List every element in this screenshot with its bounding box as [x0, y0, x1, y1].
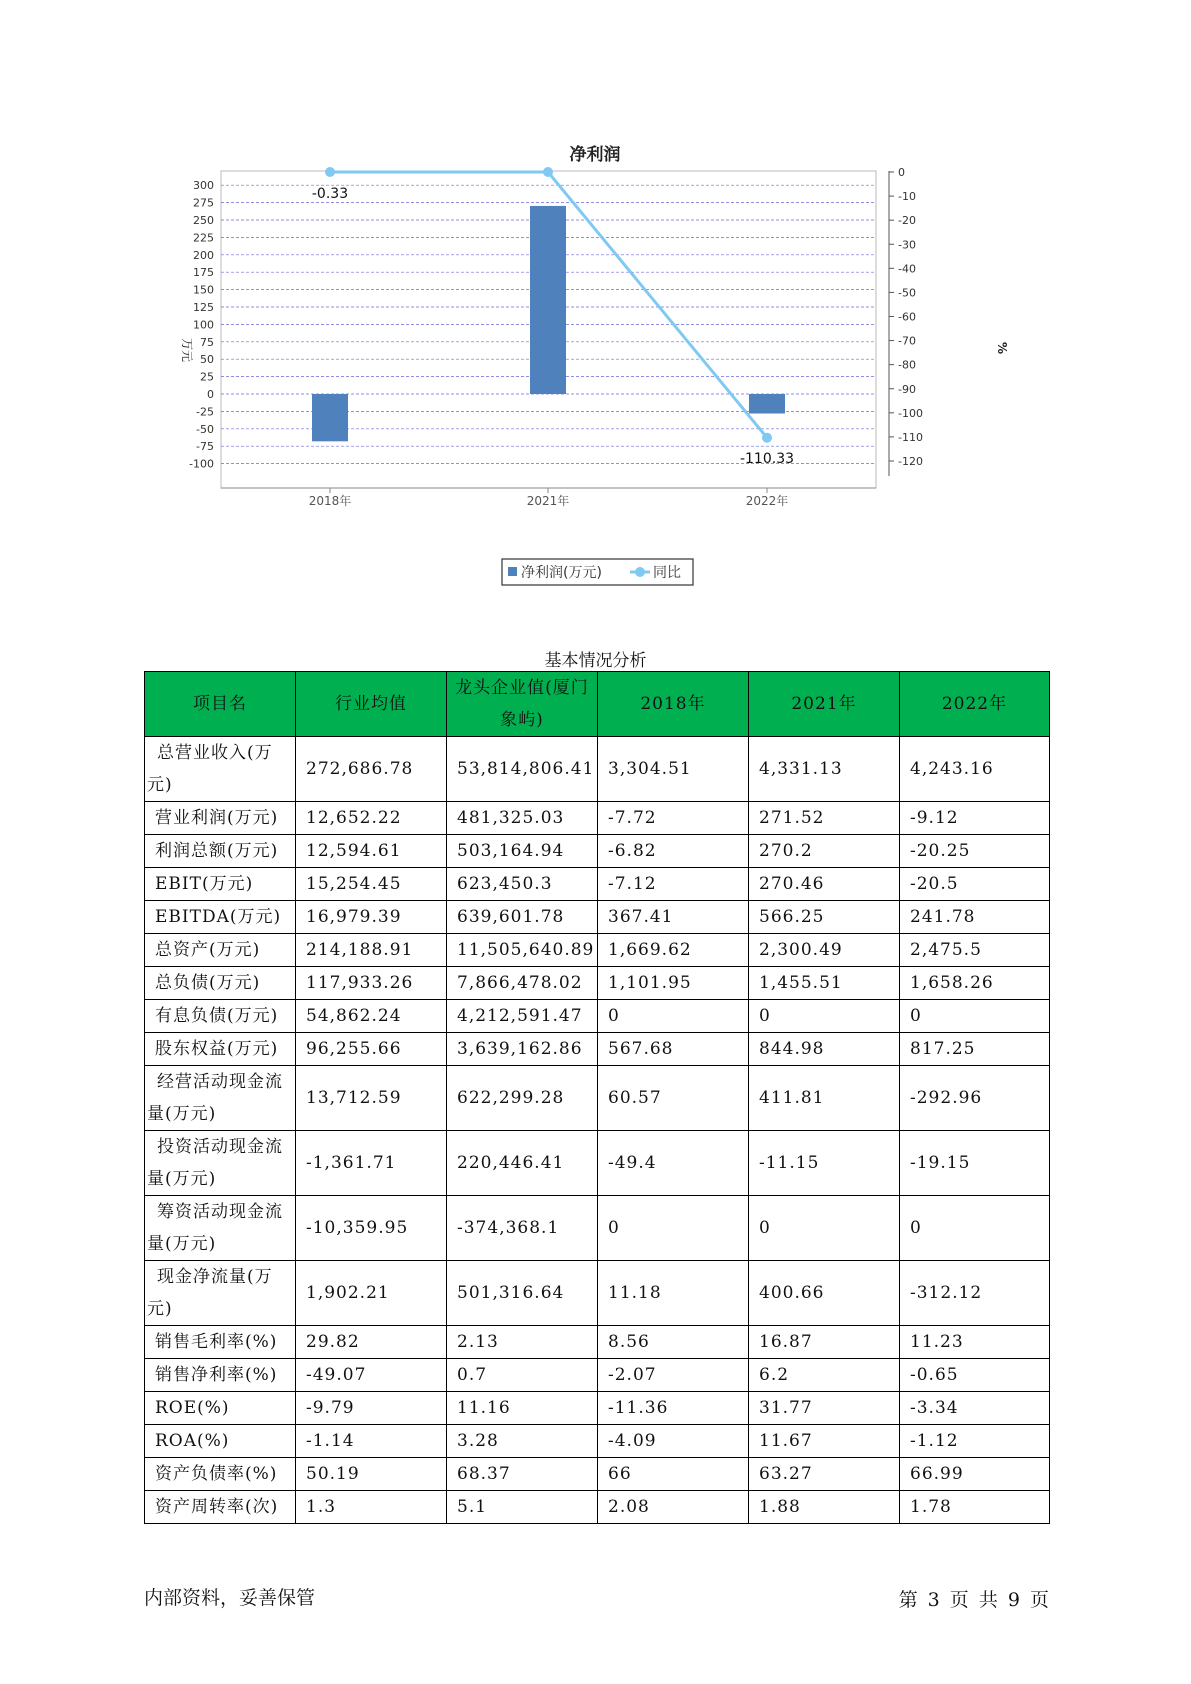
footer-page-number: 第 3 页 共 9 页	[898, 1589, 1049, 1611]
left-tick-label: 175	[193, 266, 214, 280]
yoy-point	[543, 167, 553, 177]
left-tick-label: -100	[189, 457, 214, 471]
right-tick-label: -10	[898, 190, 916, 204]
right-tick-label: -50	[898, 286, 916, 300]
value-cell: 11.18	[598, 1261, 749, 1326]
left-tick-label: 150	[193, 283, 214, 297]
right-tick-label: -30	[898, 238, 916, 252]
value-cell: -1.12	[900, 1425, 1050, 1458]
value-cell: 4,331.13	[749, 737, 900, 802]
row-label-cell: 资产负债率(%)	[145, 1458, 296, 1491]
value-cell: 2,475.5	[900, 934, 1050, 967]
table-row	[145, 1196, 1050, 1261]
table-title: 基本情况分析	[544, 651, 647, 671]
footer-confidential-note: 内部资料，妥善保管	[144, 1587, 316, 1609]
row-label-cell: EBITDA(万元)	[145, 901, 296, 934]
value-cell: 4,243.16	[900, 737, 1050, 802]
value-cell: 270.2	[749, 835, 900, 868]
value-cell: 220,446.41	[447, 1131, 598, 1196]
value-cell: 0.7	[447, 1359, 598, 1392]
right-tick-label: 0	[898, 166, 905, 179]
row-label-cell: 销售毛利率(%)	[145, 1326, 296, 1359]
table-row	[145, 1000, 1050, 1033]
value-cell: 503,164.94	[447, 835, 598, 868]
left-tick-label: 250	[193, 214, 214, 227]
value-cell: 29.82	[296, 1326, 447, 1359]
header-item-name: 项目名	[145, 672, 296, 737]
row-label-cell: 经营活动现金流量(万元)	[145, 1066, 296, 1131]
row-label-cell: EBIT(万元)	[145, 868, 296, 901]
table-row	[145, 802, 1050, 835]
table-row	[145, 934, 1050, 967]
row-label-cell: 资产周转率(次)	[145, 1491, 296, 1524]
value-cell: -0.65	[900, 1359, 1050, 1392]
table-header-row	[145, 672, 1050, 737]
value-cell: 567.68	[598, 1033, 749, 1066]
left-tick-label: 275	[193, 196, 214, 210]
value-cell: 0	[900, 1000, 1050, 1033]
right-tick-label: -120	[898, 455, 923, 468]
row-label-cell: 筹资活动现金流量(万元)	[145, 1196, 296, 1261]
value-cell: 1.3	[296, 1491, 447, 1524]
value-cell: 63.27	[749, 1458, 900, 1491]
value-cell: 367.41	[598, 901, 749, 934]
value-cell: 623,450.3	[447, 868, 598, 901]
header-2022: 2022年	[900, 672, 1050, 737]
value-cell: 400.66	[749, 1261, 900, 1326]
value-cell: 66	[598, 1458, 749, 1491]
value-cell: -9.12	[900, 802, 1050, 835]
value-cell: 1,658.26	[900, 967, 1050, 1000]
left-tick-label: 0	[207, 388, 214, 401]
bar	[530, 206, 566, 394]
value-cell: 411.81	[749, 1066, 900, 1131]
legend-bar-label: 净利润(万元)	[521, 565, 602, 581]
header-leader-value: 龙头企业值(厦门象屿)	[447, 672, 598, 737]
bar	[749, 394, 785, 413]
x-tick-label: 2021年	[526, 494, 570, 508]
yoy-data-label: -0.33	[311, 186, 349, 202]
value-cell: 214,188.91	[296, 934, 447, 967]
row-label-cell: 有息负债(万元)	[145, 1000, 296, 1033]
left-tick-label: 100	[193, 318, 214, 332]
table-row	[145, 835, 1050, 868]
right-tick-label: -60	[898, 310, 916, 324]
table-body	[145, 737, 1050, 1524]
table-row	[145, 1033, 1050, 1066]
value-cell: 1,455.51	[749, 967, 900, 1000]
table-row	[145, 1491, 1050, 1524]
value-cell: -1.14	[296, 1425, 447, 1458]
value-cell: -7.12	[598, 868, 749, 901]
table-row	[145, 1066, 1050, 1131]
right-tick-label: -110	[898, 430, 923, 444]
table-row	[145, 1425, 1050, 1458]
value-cell: 241.78	[900, 901, 1050, 934]
row-label-cell: 销售净利率(%)	[145, 1359, 296, 1392]
value-cell: 0	[598, 1000, 749, 1033]
table-row	[145, 1131, 1050, 1196]
value-cell: 50.19	[296, 1458, 447, 1491]
value-cell: 270.46	[749, 868, 900, 901]
table-row	[145, 737, 1050, 802]
row-label-cell: 总营业收入(万元)	[145, 737, 296, 802]
table-row	[145, 868, 1050, 901]
value-cell: 3,639,162.86	[447, 1033, 598, 1066]
header-2021: 2021年	[749, 672, 900, 737]
value-cell: 272,686.78	[296, 737, 447, 802]
value-cell: 1.78	[900, 1491, 1050, 1524]
value-cell: -7.72	[598, 802, 749, 835]
value-cell: 15,254.45	[296, 868, 447, 901]
bar	[312, 394, 348, 441]
value-cell: 1,902.21	[296, 1261, 447, 1326]
table-row	[145, 1458, 1050, 1491]
left-tick-label: -75	[196, 440, 214, 454]
value-cell: 11.67	[749, 1425, 900, 1458]
value-cell: 16.87	[749, 1326, 900, 1359]
value-cell: 117,933.26	[296, 967, 447, 1000]
legend-line-marker	[635, 567, 645, 577]
value-cell: 12,594.61	[296, 835, 447, 868]
value-cell: 4,212,591.47	[447, 1000, 598, 1033]
yoy-point	[325, 167, 335, 177]
table-row	[145, 967, 1050, 1000]
table-row	[145, 1359, 1050, 1392]
value-cell: 13,712.59	[296, 1066, 447, 1131]
value-cell: 0	[749, 1196, 900, 1261]
value-cell: 16,979.39	[296, 901, 447, 934]
table-row	[145, 1326, 1050, 1359]
row-label-cell: 股东权益(万元)	[145, 1033, 296, 1066]
value-cell: 68.37	[447, 1458, 598, 1491]
value-cell: 60.57	[598, 1066, 749, 1131]
value-cell: 481,325.03	[447, 802, 598, 835]
value-cell: -49.07	[296, 1359, 447, 1392]
legend-bar-swatch	[508, 567, 517, 576]
legend-line-label: 同比	[653, 565, 681, 581]
x-tick-label: 2018年	[308, 494, 352, 508]
value-cell: -11.36	[598, 1392, 749, 1425]
left-tick-label: 300	[193, 179, 214, 193]
chart-title: 净利润	[569, 145, 621, 165]
table-row	[145, 1392, 1050, 1425]
value-cell: 1.88	[749, 1491, 900, 1524]
value-cell: -6.82	[598, 835, 749, 868]
row-label-cell: 利润总额(万元)	[145, 835, 296, 868]
value-cell: 1,669.62	[598, 934, 749, 967]
value-cell: -20.25	[900, 835, 1050, 868]
value-cell: 11.23	[900, 1326, 1050, 1359]
value-cell: 844.98	[749, 1033, 900, 1066]
value-cell: 0	[598, 1196, 749, 1261]
row-label-cell: 营业利润(万元)	[145, 802, 296, 835]
value-cell: -49.4	[598, 1131, 749, 1196]
yoy-point	[762, 433, 772, 443]
table-row	[145, 1261, 1050, 1326]
value-cell: 2,300.49	[749, 934, 900, 967]
value-cell: 12,652.22	[296, 802, 447, 835]
value-cell: -292.96	[900, 1066, 1050, 1131]
value-cell: 11.16	[447, 1392, 598, 1425]
x-tick-label: 2022年	[745, 494, 789, 508]
value-cell: 1,101.95	[598, 967, 749, 1000]
value-cell: 271.52	[749, 802, 900, 835]
value-cell: 54,862.24	[296, 1000, 447, 1033]
value-cell: 0	[749, 1000, 900, 1033]
value-cell: -10,359.95	[296, 1196, 447, 1261]
right-tick-label: -100	[898, 406, 923, 420]
table-row	[145, 901, 1050, 934]
value-cell: -4.09	[598, 1425, 749, 1458]
chart-legend	[502, 559, 693, 585]
left-tick-label: -50	[196, 422, 214, 436]
value-cell: -3.34	[900, 1392, 1050, 1425]
header-2018: 2018年	[598, 672, 749, 737]
value-cell: 0	[900, 1196, 1050, 1261]
value-cell: 3.28	[447, 1425, 598, 1458]
value-cell: -9.79	[296, 1392, 447, 1425]
value-cell: 817.25	[900, 1033, 1050, 1066]
value-cell: 66.99	[900, 1458, 1050, 1491]
value-cell: -1,361.71	[296, 1131, 447, 1196]
value-cell: 7,866,478.02	[447, 967, 598, 1000]
value-cell: 622,299.28	[447, 1066, 598, 1131]
yoy-data-label: -110.33	[739, 451, 795, 467]
right-tick-label: -40	[898, 262, 916, 276]
left-tick-label: 50	[200, 353, 214, 367]
value-cell: 501,316.64	[447, 1261, 598, 1326]
value-cell: 6.2	[749, 1359, 900, 1392]
left-tick-label: 200	[193, 248, 214, 262]
row-label-cell: 现金净流量(万元)	[145, 1261, 296, 1326]
value-cell: 11,505,640.89	[447, 934, 598, 967]
value-cell: 3,304.51	[598, 737, 749, 802]
net-profit-chart	[0, 0, 1191, 620]
value-cell: 5.1	[447, 1491, 598, 1524]
left-tick-label: 75	[200, 335, 214, 349]
value-cell: 53,814,806.41	[447, 737, 598, 802]
right-tick-label: -90	[898, 382, 916, 396]
row-label-cell: 总资产(万元)	[145, 934, 296, 967]
value-cell: 2.13	[447, 1326, 598, 1359]
value-cell: -19.15	[900, 1131, 1050, 1196]
row-label-cell: ROE(%)	[145, 1392, 296, 1425]
plot-area	[189, 166, 923, 508]
value-cell: 566.25	[749, 901, 900, 934]
header-industry-avg: 行业均值	[296, 672, 447, 737]
row-label-cell: ROA(%)	[145, 1425, 296, 1458]
value-cell: -11.15	[749, 1131, 900, 1196]
value-cell: -2.07	[598, 1359, 749, 1392]
left-tick-label: 225	[193, 231, 214, 245]
row-label-cell: 总负债(万元)	[145, 967, 296, 1000]
value-cell: 96,255.66	[296, 1033, 447, 1066]
right-axis-label: %	[995, 341, 1009, 355]
value-cell: 8.56	[598, 1326, 749, 1359]
value-cell: -20.5	[900, 868, 1050, 901]
right-tick-label: -80	[898, 358, 916, 372]
value-cell: -374,368.1	[447, 1196, 598, 1261]
left-tick-label: 25	[200, 370, 214, 384]
right-tick-label: -20	[898, 214, 916, 228]
value-cell: -312.12	[900, 1261, 1050, 1326]
left-tick-label: 125	[193, 301, 214, 314]
value-cell: 2.08	[598, 1491, 749, 1524]
basic-analysis-table	[144, 671, 1050, 1524]
row-label-cell: 投资活动现金流量(万元)	[145, 1131, 296, 1196]
value-cell: 639,601.78	[447, 901, 598, 934]
left-axis-label: 万元	[180, 337, 194, 363]
right-tick-label: -70	[898, 334, 916, 348]
value-cell: 31.77	[749, 1392, 900, 1425]
left-tick-label: -25	[196, 405, 214, 419]
